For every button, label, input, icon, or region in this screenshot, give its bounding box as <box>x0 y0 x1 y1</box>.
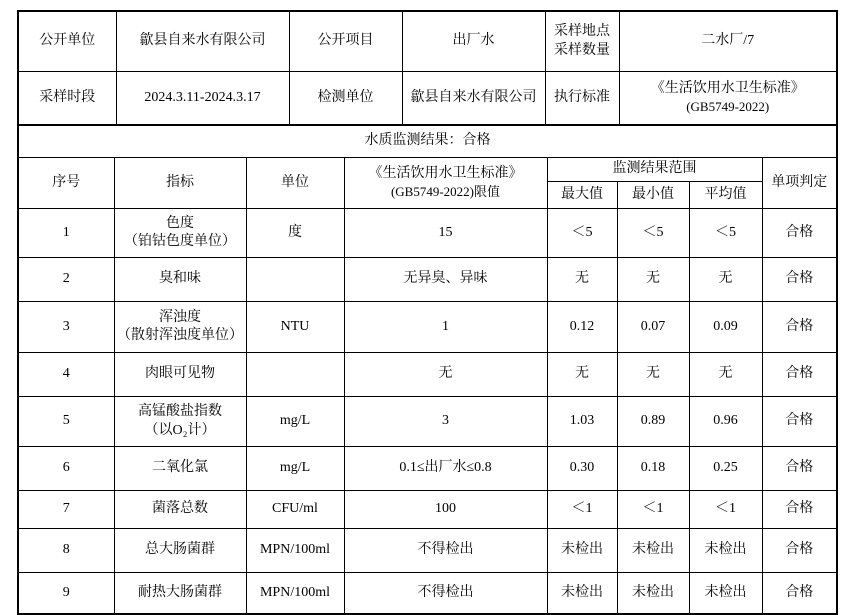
cell-max: ＜1 <box>547 491 617 529</box>
cell-indicator <box>114 353 246 397</box>
header-max: 最大值 <box>547 182 617 209</box>
cell-max: 未检出 <box>547 529 617 573</box>
cell-avg: ＜1 <box>689 491 762 529</box>
cell-avg: 未检出 <box>689 529 762 573</box>
indicator-sub: （散射浑浊度单位） <box>117 328 243 343</box>
table-header-row <box>19 158 836 182</box>
cell-limit: 不得检出 <box>344 529 547 573</box>
public-item-label: 公开项目 <box>289 12 402 72</box>
table-row <box>19 302 836 353</box>
indicator-name: 肉眼可见物 <box>145 366 215 382</box>
indicator-name: 高锰酸盐指数 <box>138 404 222 420</box>
result-banner: 水质监测结果：合格 <box>19 126 836 158</box>
cell-judgement: 合格 <box>762 573 836 614</box>
table-row <box>19 353 836 397</box>
cell-avg: 0.25 <box>689 447 762 491</box>
cell-no: 6 <box>19 447 114 491</box>
indicator-name: 总大肠菌群 <box>145 542 215 558</box>
cell-indicator <box>114 258 246 302</box>
cell-limit: 不得检出 <box>344 573 547 614</box>
cell-judgement: 合格 <box>762 302 836 353</box>
cell-indicator <box>114 397 246 447</box>
header-limit-line2: (GB5749-2022)限值 <box>390 183 501 199</box>
cell-unit <box>246 353 344 397</box>
cell-unit: MPN/100ml <box>246 573 344 614</box>
sampling-point-count-label <box>545 12 619 72</box>
cell-judgement: 合格 <box>762 491 836 529</box>
standard-value-line1: 《生活饮用水卫生标准》 <box>650 81 805 97</box>
cell-no: 5 <box>19 397 114 447</box>
public-unit-value: 歙县自来水有限公司 <box>116 12 289 72</box>
cell-indicator <box>114 302 246 353</box>
cell-unit <box>246 258 344 302</box>
header-limit <box>344 158 547 209</box>
cell-no: 2 <box>19 258 114 302</box>
cell-min: 无 <box>617 353 689 397</box>
cell-avg: 0.09 <box>689 302 762 353</box>
cell-max: ＜5 <box>547 209 617 258</box>
cell-indicator <box>114 491 246 529</box>
test-unit-label: 检测单位 <box>289 72 402 125</box>
indicator-name: 耐热大肠菌群 <box>138 584 222 600</box>
cell-no: 3 <box>19 302 114 353</box>
table-row <box>19 12 836 72</box>
public-unit-label: 公开单位 <box>19 12 116 72</box>
header-indicator: 指标 <box>114 158 246 209</box>
standard-label: 执行标准 <box>545 72 619 125</box>
sampling-period-label: 采样时段 <box>19 72 116 125</box>
indicator-name: 二氧化氯 <box>152 460 208 476</box>
table-row <box>19 397 836 447</box>
cell-judgement: 合格 <box>762 397 836 447</box>
cell-min: 0.07 <box>617 302 689 353</box>
cell-no: 8 <box>19 529 114 573</box>
table-row <box>19 529 836 573</box>
cell-max: 无 <box>547 258 617 302</box>
table-row <box>19 209 836 258</box>
header-range-group: 监测结果范围 <box>547 158 762 182</box>
standard-value-line2: (GB5749-2022) <box>686 98 770 114</box>
cell-indicator <box>114 573 246 614</box>
sampling-label-line1: 采样地点 <box>554 24 610 40</box>
indicator-name: 色度 <box>166 215 194 231</box>
cell-limit: 3 <box>344 397 547 447</box>
cell-limit: 1 <box>344 302 547 353</box>
cell-judgement: 合格 <box>762 447 836 491</box>
cell-judgement: 合格 <box>762 258 836 302</box>
header-no: 序号 <box>19 158 114 209</box>
header-limit-line1: 《生活饮用水卫生标准》 <box>368 166 523 182</box>
cell-avg: 0.96 <box>689 397 762 447</box>
indicator-name: 臭和味 <box>159 271 201 287</box>
cell-avg: 无 <box>689 258 762 302</box>
cell-max: 0.30 <box>547 447 617 491</box>
cell-max: 1.03 <box>547 397 617 447</box>
standard-value <box>619 72 836 125</box>
results-table <box>19 158 836 613</box>
cell-max: 0.12 <box>547 302 617 353</box>
cell-unit: CFU/ml <box>246 491 344 529</box>
sampling-label-line2: 采样数量 <box>554 42 610 58</box>
cell-unit: mg/L <box>246 397 344 447</box>
indicator-sub: （铂钴色度单位） <box>124 234 236 249</box>
cell-unit: NTU <box>246 302 344 353</box>
cell-indicator <box>114 209 246 258</box>
result-banner-table <box>19 125 836 158</box>
cell-indicator <box>114 447 246 491</box>
public-item-value: 出厂水 <box>402 12 545 72</box>
cell-judgement: 合格 <box>762 209 836 258</box>
cell-limit: 无 <box>344 353 547 397</box>
table-row <box>19 72 836 125</box>
table-row <box>19 126 836 158</box>
header-judgement: 单项判定 <box>762 158 836 209</box>
cell-min: ＜5 <box>617 209 689 258</box>
table-row <box>19 573 836 614</box>
cell-judgement: 合格 <box>762 353 836 397</box>
header-min: 最小值 <box>617 182 689 209</box>
cell-no: 7 <box>19 491 114 529</box>
cell-limit: 0.1≤出厂水≤0.8 <box>344 447 547 491</box>
cell-avg: 无 <box>689 353 762 397</box>
cell-max: 无 <box>547 353 617 397</box>
cell-no: 9 <box>19 573 114 614</box>
indicator-name: 菌落总数 <box>152 501 208 517</box>
cell-min: 0.18 <box>617 447 689 491</box>
table-row <box>19 491 836 529</box>
sampling-period-value: 2024.3.11-2024.3.17 <box>116 72 289 125</box>
cell-no: 4 <box>19 353 114 397</box>
water-quality-report <box>17 10 838 615</box>
header-avg: 平均值 <box>689 182 762 209</box>
cell-limit: 100 <box>344 491 547 529</box>
cell-min: ＜1 <box>617 491 689 529</box>
cell-min: 0.89 <box>617 397 689 447</box>
cell-limit: 15 <box>344 209 547 258</box>
cell-min: 无 <box>617 258 689 302</box>
cell-avg: ＜5 <box>689 209 762 258</box>
cell-unit: 度 <box>246 209 344 258</box>
cell-limit: 无异臭、异味 <box>344 258 547 302</box>
test-unit-value: 歙县自来水有限公司 <box>402 72 545 125</box>
table-row <box>19 258 836 302</box>
header-unit: 单位 <box>246 158 344 209</box>
cell-indicator <box>114 529 246 573</box>
cell-no: 1 <box>19 209 114 258</box>
cell-judgement: 合格 <box>762 529 836 573</box>
cell-unit: mg/L <box>246 447 344 491</box>
cell-max: 未检出 <box>547 573 617 614</box>
indicator-name: 浑浊度 <box>159 309 201 325</box>
table-row <box>19 447 836 491</box>
cell-unit: MPN/100ml <box>246 529 344 573</box>
sampling-point-count-value: 二水厂/7 <box>619 12 836 72</box>
indicator-sub: （以O₂计） <box>144 422 216 438</box>
cell-avg: 未检出 <box>689 573 762 614</box>
cell-min: 未检出 <box>617 529 689 573</box>
info-header-table <box>19 12 836 125</box>
cell-min: 未检出 <box>617 573 689 614</box>
